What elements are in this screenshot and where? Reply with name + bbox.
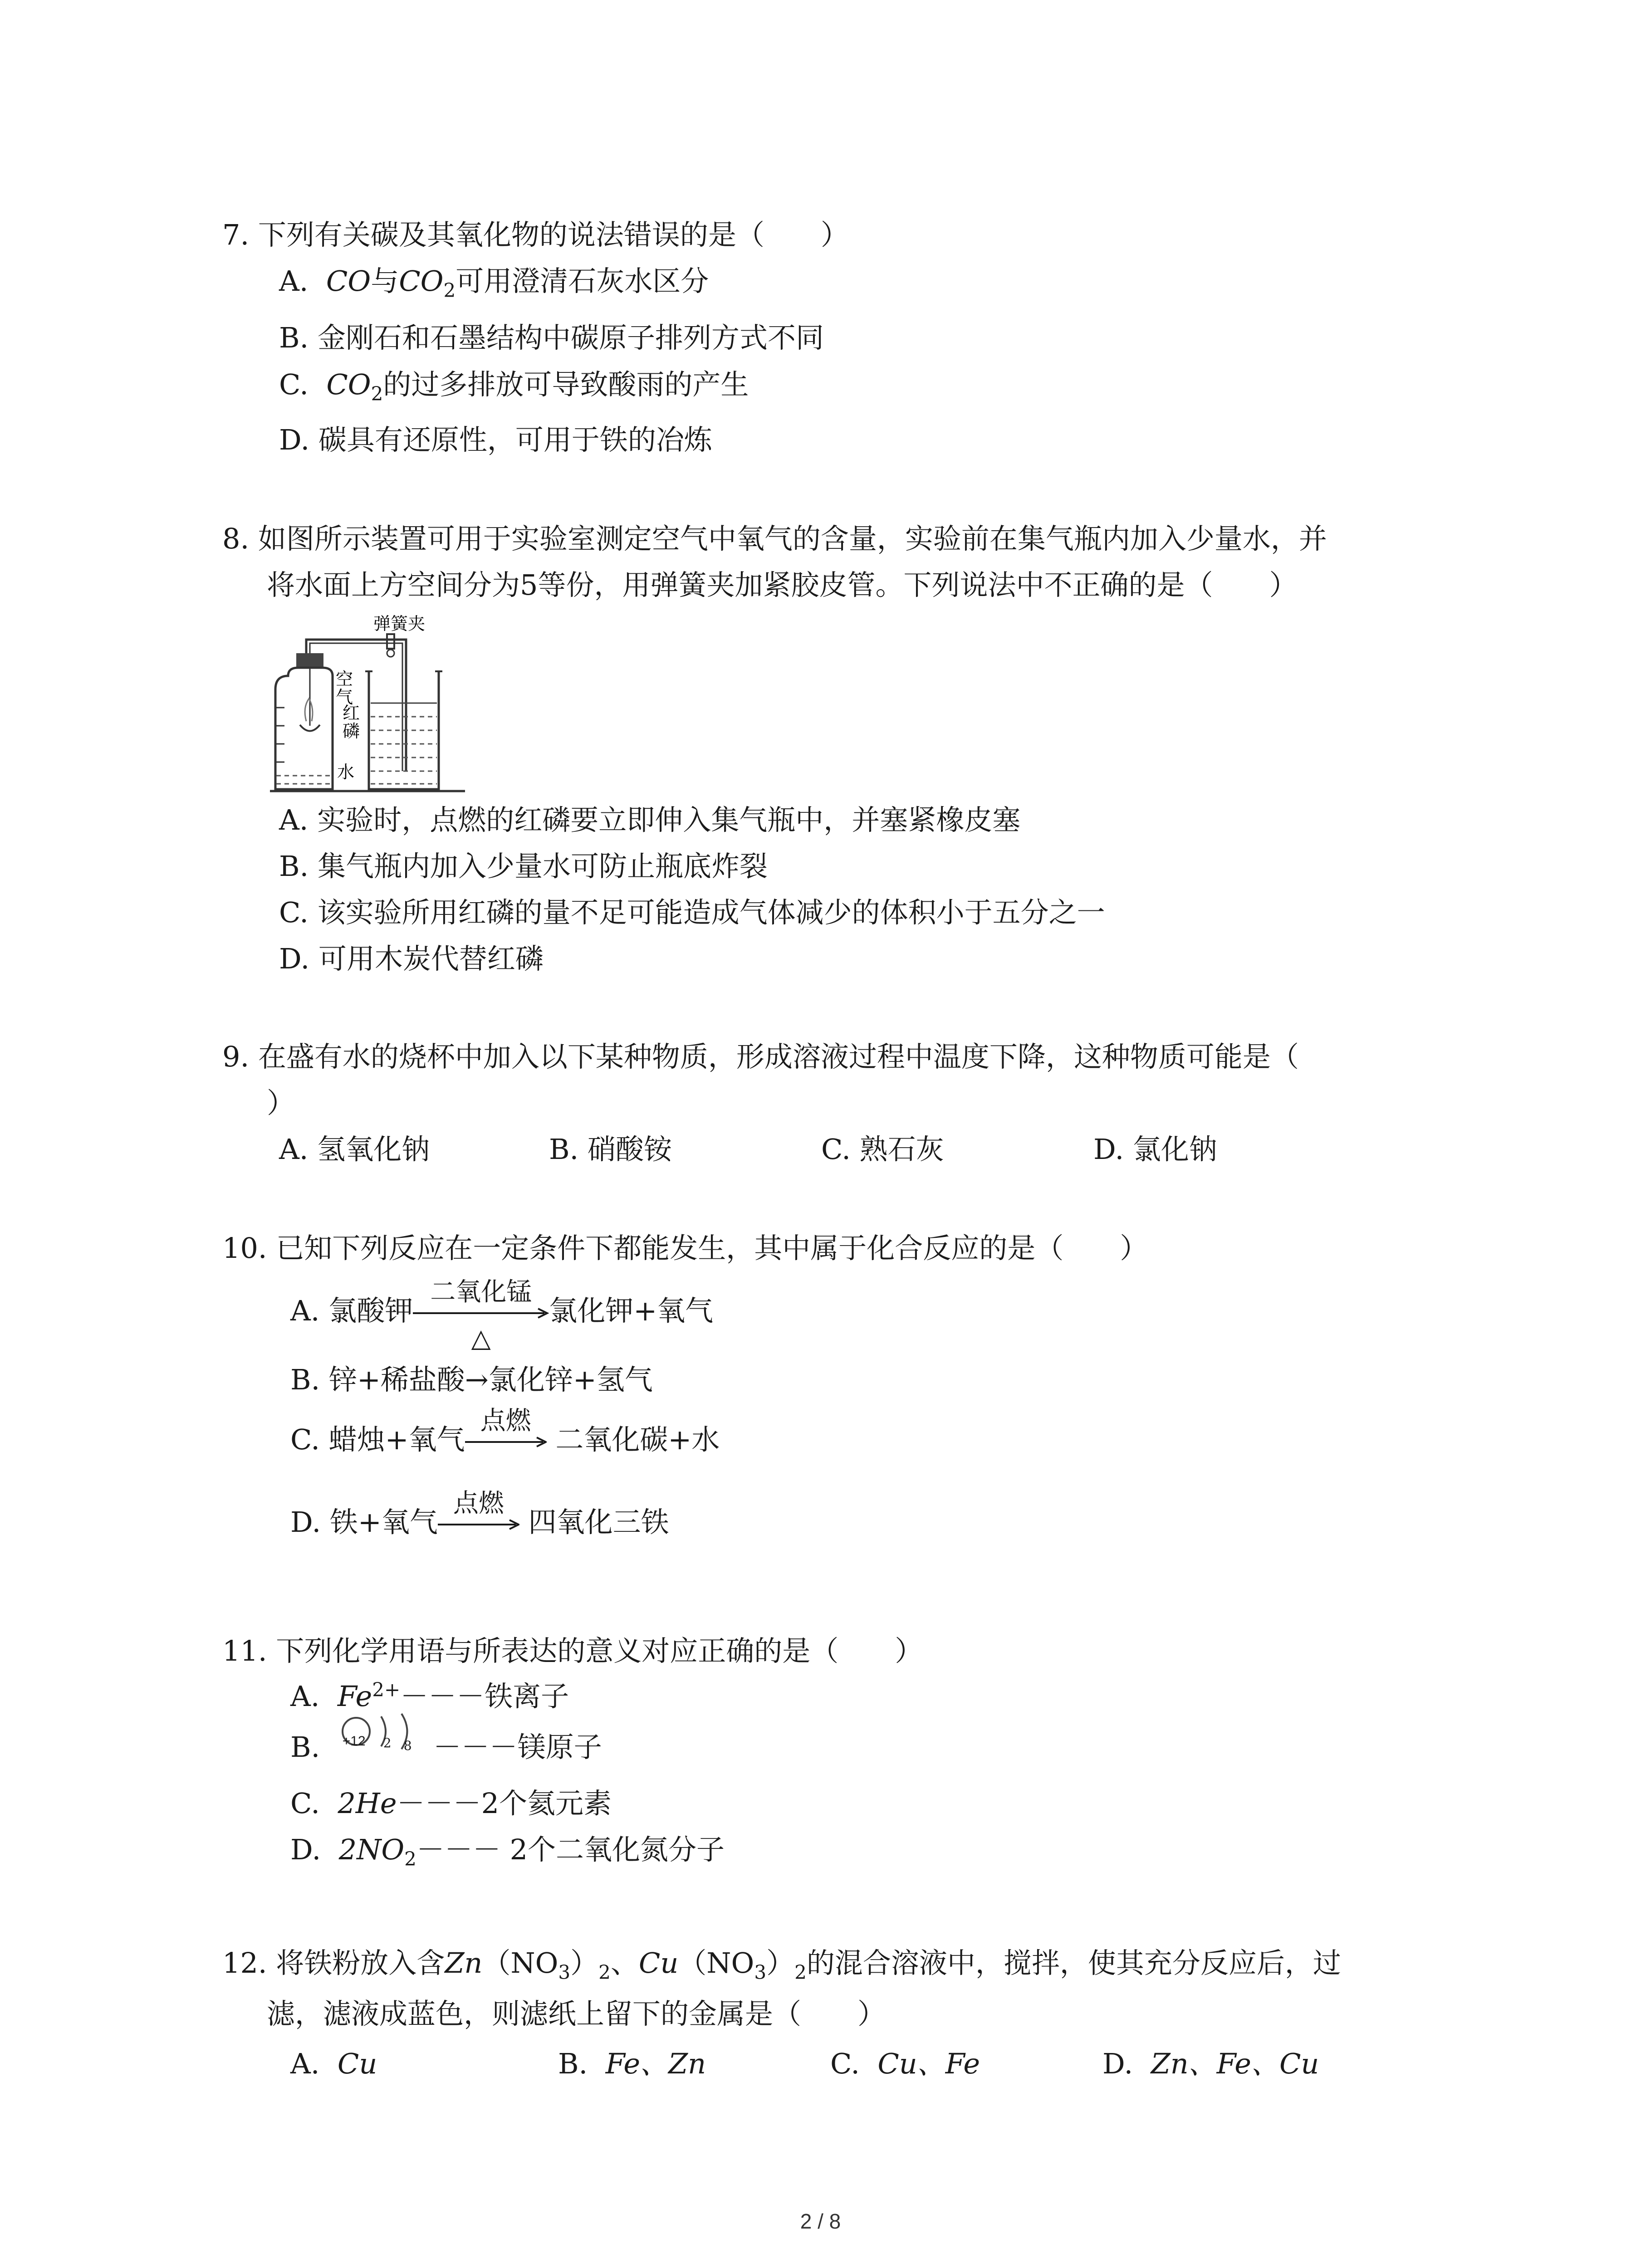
reaction-arrow <box>413 1277 549 1353</box>
atomic-structure-diagram <box>338 1731 433 1768</box>
bracket: ） <box>570 1946 599 1980</box>
q8-stem-line1: 8. 如图所示装置可用于实验室测定空气中氧气的含量，实验前在集气瓶内加入少量水，并 <box>222 522 1327 555</box>
subscript: 2 <box>598 1961 611 1984</box>
chem-formula: CO <box>326 264 371 298</box>
q10-stem: 10. 已知下列反应在一定条件下都能发生，其中属于化合反应的是（ ） <box>222 1232 1148 1265</box>
reaction-arrow <box>465 1406 547 1451</box>
chem-formula: Cu <box>638 1946 679 1980</box>
chem-formula: Zn <box>445 1946 483 1980</box>
electron-count: 2 <box>383 1735 392 1750</box>
red-phosphorus-label: 红 <box>343 704 360 723</box>
chem-formula: 2NO <box>338 1833 405 1866</box>
q11-option-a <box>290 1678 569 1715</box>
subscript: 2 <box>794 1961 807 1984</box>
option-text: －－－2个氦元素 <box>397 1787 612 1820</box>
subscript: 2 <box>371 382 383 405</box>
q12-stem-line2: 滤，滤液成蓝色，则滤纸上留下的金属是（ ） <box>267 1997 886 2030</box>
apparatus-diagram <box>270 608 479 794</box>
chem-formula: CO <box>399 264 444 298</box>
reaction-condition: 二氧化锰 <box>430 1277 532 1307</box>
q9-option-a: A. 氢氧化钠 <box>279 1133 430 1166</box>
q9-option-d: D. 氯化钠 <box>1093 1133 1217 1166</box>
option-text: 可用澄清石灰水区分 <box>456 264 709 298</box>
product-text: 二氧化碳+水 <box>555 1423 720 1456</box>
option-text: Fe、Zn <box>605 2047 706 2080</box>
heating-symbol: △ <box>471 1323 491 1353</box>
chem-formula: （NO <box>678 1946 754 1980</box>
subscript: 3 <box>558 1961 571 1984</box>
red-phosphorus-label: 磷 <box>343 722 360 741</box>
chem-formula: Fe <box>337 1680 372 1713</box>
q7-option-a <box>279 263 709 302</box>
option-text: Cu <box>337 2047 377 2080</box>
q7-option-d: D. 碳具有还原性，可用于铁的冶炼 <box>279 423 712 456</box>
reaction-condition: 点燃 <box>480 1406 531 1436</box>
stem-text: 12. 将铁粉放入含 <box>222 1946 445 1980</box>
option-text: Cu、Fe <box>877 2047 980 2080</box>
q8-option-a: A. 实验时，点燃的红磷要立即伸入集气瓶中，并塞紧橡皮塞 <box>279 803 1021 836</box>
q12-stem-line1 <box>222 1945 1341 1984</box>
bracket: ） <box>766 1946 795 1980</box>
q12-option-a <box>290 2046 377 2082</box>
page-number: 2 / 8 <box>800 2209 841 2233</box>
option-text: －－－ 2个二氧化氮分子 <box>416 1833 725 1866</box>
option-text: 与 <box>371 264 399 298</box>
reactant-text: D. 铁+氧气 <box>290 1505 438 1539</box>
q7-option-c <box>279 367 749 403</box>
reaction-condition: 点燃 <box>453 1488 504 1518</box>
q10-option-d <box>290 1488 669 1540</box>
q11-option-b <box>290 1729 602 1765</box>
chem-formula: 2He <box>338 1787 397 1820</box>
option-text: 的过多排放可导致酸雨的产生 <box>383 368 749 401</box>
nucleus-charge: +12 <box>342 1733 366 1749</box>
separator: 、 <box>610 1946 639 1980</box>
air-label: 气 <box>336 688 353 707</box>
stem-text: 的混合溶液中，搅拌，使其充分反应后，过 <box>806 1946 1341 1980</box>
product-text: 四氧化三铁 <box>528 1505 669 1539</box>
q12-option-c <box>830 2046 980 2082</box>
reactant-text: A. 氯酸钾 <box>290 1294 413 1327</box>
option-letter: A. <box>290 2047 320 2080</box>
superscript: 2+ <box>372 1678 401 1701</box>
q11-stem: 11. 下列化学用语与所表达的意义对应正确的是（ ） <box>222 1634 923 1667</box>
q9-option-b: B. 硝酸铵 <box>549 1133 672 1166</box>
q7-option-b: B. 金刚石和石墨结构中碳原子排列方式不同 <box>279 321 824 354</box>
q11-option-d <box>290 1832 725 1868</box>
q10-option-b: B. 锌+稀盐酸→氯化锌+氢气 <box>290 1363 653 1396</box>
product-text: 氯化钾+氧气 <box>549 1294 714 1327</box>
q9-stem-line1: 9. 在盛有水的烧杯中加入以下某种物质，形成溶液过程中温度下降，这种物质可能是（ <box>222 1040 1299 1073</box>
option-letter: D. <box>290 1833 321 1866</box>
q8-stem-line2: 将水面上方空间分为5等份，用弹簧夹加紧胶皮管。下列说法中不正确的是（ ） <box>267 568 1298 601</box>
q10-option-c <box>290 1406 720 1458</box>
option-letter: C. <box>290 1787 320 1820</box>
q11-option-c <box>290 1785 612 1822</box>
subscript: 2 <box>404 1848 416 1870</box>
option-letter: C. <box>279 368 309 401</box>
option-letter: B. <box>290 1730 320 1764</box>
option-text: －－－铁离子 <box>400 1680 569 1713</box>
q8-option-d: D. 可用木炭代替红磷 <box>279 942 544 975</box>
subscript: 3 <box>754 1961 767 1984</box>
q7-stem: 7. 下列有关碳及其氧化物的说法错误的是（ ） <box>222 218 849 251</box>
reaction-arrow <box>438 1488 519 1534</box>
clip-label: 弹簧夹 <box>373 615 426 634</box>
option-text: Zn、Fe、Cu <box>1151 2047 1319 2080</box>
subscript: 2 <box>443 279 456 302</box>
q8-option-c: C. 该实验所用红磷的量不足可能造成气体减少的体积小于五分之一 <box>279 896 1105 929</box>
q9-option-c: C. 熟石灰 <box>821 1133 944 1166</box>
option-letter: A. <box>290 1680 320 1713</box>
q9-stem-line2: ） <box>267 1086 295 1119</box>
option-letter: C. <box>830 2047 860 2080</box>
reactant-text: C. 蜡烛+氧气 <box>290 1423 465 1456</box>
air-label: 空 <box>336 670 353 689</box>
electron-count: 8 <box>403 1738 412 1753</box>
water-label: 水 <box>337 763 355 782</box>
chem-formula: CO <box>326 368 371 401</box>
q8-option-b: B. 集气瓶内加入少量水可防止瓶底炸裂 <box>279 850 768 883</box>
q10-option-a <box>290 1277 714 1353</box>
q12-option-d <box>1102 2046 1319 2082</box>
chem-formula: （NO <box>482 1946 558 1980</box>
q12-option-b <box>558 2046 706 2082</box>
option-letter: A. <box>279 264 309 298</box>
option-text: －－－镁原子 <box>433 1730 602 1764</box>
option-letter: D. <box>1102 2047 1133 2080</box>
option-letter: B. <box>558 2047 588 2080</box>
